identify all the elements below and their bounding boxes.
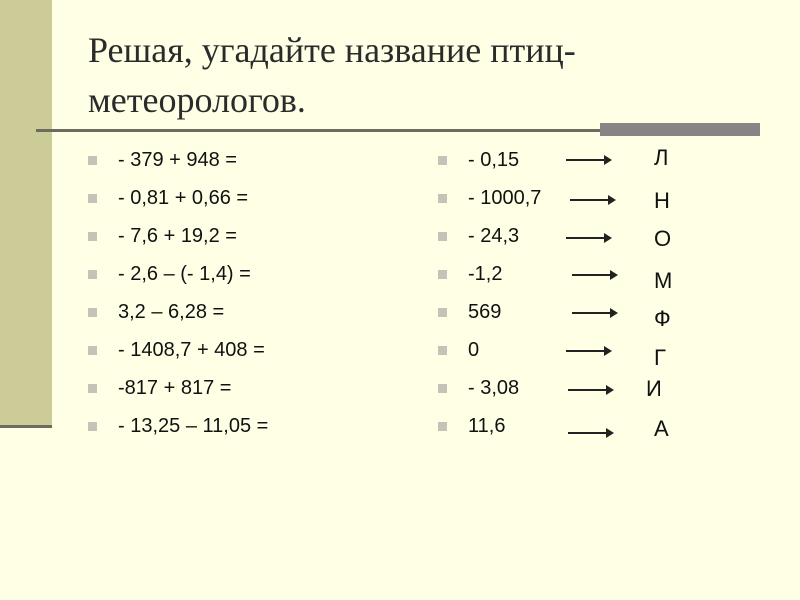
arrow-icon xyxy=(572,312,616,314)
answer-letter: Ф xyxy=(654,306,671,331)
left-accent-band xyxy=(0,0,52,428)
arrow-icon xyxy=(568,389,612,391)
arrow-icon xyxy=(568,432,612,434)
bullet-icon xyxy=(438,308,447,317)
bullet-icon xyxy=(88,422,97,431)
bullet-icon xyxy=(88,156,97,165)
bullet-icon xyxy=(88,308,97,317)
bullet-icon xyxy=(438,384,447,393)
answer-letter: Н xyxy=(654,188,670,213)
bullet-icon xyxy=(88,384,97,393)
answer-letter: Л xyxy=(654,145,669,170)
bullet-icon xyxy=(438,194,447,203)
slide-title: Решая, угадайте название птиц-метеорологов. xyxy=(88,30,576,120)
bullet-icon xyxy=(438,346,447,355)
answer-letter: О xyxy=(654,226,672,251)
arrow-icon xyxy=(572,274,616,276)
arrow-icon xyxy=(566,159,610,161)
answer-letter: И xyxy=(646,376,662,401)
arrow-icon xyxy=(566,237,610,239)
bullet-icon xyxy=(88,270,97,279)
answer-letter: А xyxy=(654,416,669,441)
bullet-icon xyxy=(438,422,447,431)
bullet-icon xyxy=(88,346,97,355)
answer-letter: М xyxy=(654,268,673,293)
bullet-icon xyxy=(438,156,447,165)
bullet-icon xyxy=(438,232,447,241)
bullet-icon xyxy=(88,194,97,203)
answer-letter: Г xyxy=(654,345,666,370)
bullet-icon xyxy=(438,270,447,279)
title-accent-block xyxy=(600,123,760,136)
left-band-rule xyxy=(0,425,52,428)
arrow-icon xyxy=(566,350,610,352)
arrow-icon xyxy=(570,199,614,201)
bullet-icon xyxy=(88,232,97,241)
